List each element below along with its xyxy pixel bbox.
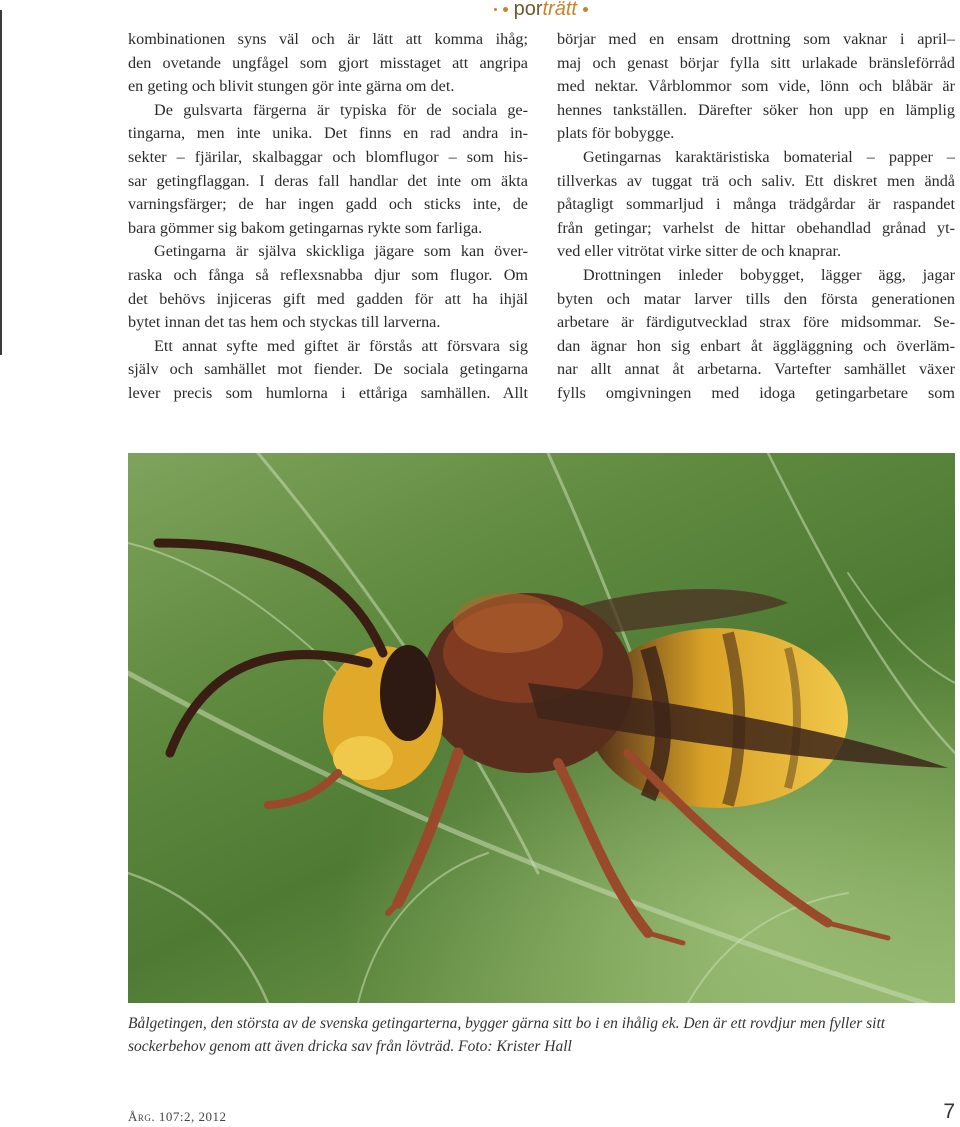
text-line: hennes tankställen. Därefter söker hon upp en lämplig (557, 100, 955, 119)
text-line: Ett annat syfte med giftet är förstås att försvara sig (154, 336, 528, 355)
hornet-on-leaf-icon (128, 453, 955, 1003)
text-line: arbetare är färdigutvecklad strax före midsommar. Se- (557, 313, 955, 332)
text-line: lever precis som humlorna i ettåriga samhällen. Allt (128, 383, 528, 402)
ornament-dot-icon (503, 7, 508, 12)
text-line: tillverkas av tuggat trä och saliv. Ett diskret men ändå (557, 171, 955, 190)
text-line: byten och matar larver tills den första generationen (557, 289, 955, 308)
ornament-dot-icon (494, 8, 497, 11)
text-line: bytet innan det tas hem och styckas till larverna. (128, 313, 441, 332)
text-line: tingarna, men inte unika. Det finns en rad andra in- (128, 124, 528, 143)
text-line: raska och fånga så reflexsnabba djur som flugor. Om (128, 265, 528, 284)
text-line: ved eller vitrötat virke sitter de och knaprar. (557, 242, 842, 261)
page-number: 7 (943, 1100, 955, 1123)
text-line: plats för bobygge. (557, 124, 675, 143)
text-line: med nektar. Vårblommor som vide, lönn och blåbär är (557, 77, 955, 96)
text-line: en geting och blivit stungen gör inte gärna om det. (128, 77, 455, 96)
text-line: dan ägnar hon sig enbart åt äggläggning och överläm- (557, 336, 955, 355)
section-label-part-1: por (513, 0, 543, 20)
text-line: från getingar; varhelst de hittar obehandlad grånad yt- (557, 218, 955, 237)
text-line: den ovetande ungfågel som gjort misstaget att angripa (128, 53, 528, 72)
text-line: De gulsvarta färgerna är typiska för de sociala ge- (154, 100, 528, 119)
issue-label: Årg. 107:2, 2012 (128, 1109, 227, 1124)
text-line: själv och samhället mot fiender. De sociala getingarna (128, 360, 528, 379)
text-line: sekter – fjärilar, skalbaggar och blomflugor – som his- (128, 147, 528, 166)
text-line: det behövs injiceras gift med gadden för att ha ihjäl (128, 289, 528, 308)
text-line: maj och genast börjar fylla sitt urlakade bränsleförråd (557, 53, 955, 72)
hornet-photo (128, 453, 955, 1003)
ornament-dot-icon (583, 7, 588, 12)
text-line: kombinationen syns väl och är lätt att komma ihåg; (128, 30, 528, 48)
caption-line: Bålgetingen, den största av de svenska getingarterna, bygger gärna sitt bo i en ihålig ek. Den är ett rovdjur men fyller sitt (128, 1015, 886, 1032)
article-column-left (128, 28, 528, 406)
page-edge-mark (0, 10, 2, 355)
text-line: börjar med en ensam drottning som vaknar i april– (557, 30, 955, 48)
text-line: Getingarnas karaktäristiska bomaterial – papper – (583, 147, 955, 166)
text-line: sar getingflaggan. I deras fall handlar det inte om äkta (128, 171, 528, 190)
text-line: varningsfärger; de har ingen gadd och sticks inte, de (128, 195, 528, 214)
text-line: fylls omgivningen med idoga getingarbetare som (557, 383, 955, 402)
text-line: nar allt annat åt arbetarna. Vartefter samhället växer (557, 360, 955, 379)
text-line: påtagligt sommarljud i många trädgårdar är raspandet (557, 195, 955, 214)
section-label (0, 0, 960, 21)
text-line: Getingarna är själva skickliga jägare som kan över- (154, 242, 528, 261)
section-label-part-2: trätt (542, 0, 577, 20)
text-line: bara gömmer sig bakom getingarnas rykte som farliga. (128, 218, 483, 237)
photo-caption (128, 1012, 955, 1058)
caption-line: sockerbehov genom att även dricka sav från lövträd. Foto: Krister Hall (128, 1038, 572, 1055)
text-line: Drottningen inleder bobygget, lägger ägg, jagar (583, 265, 955, 284)
article-column-right (557, 28, 955, 406)
